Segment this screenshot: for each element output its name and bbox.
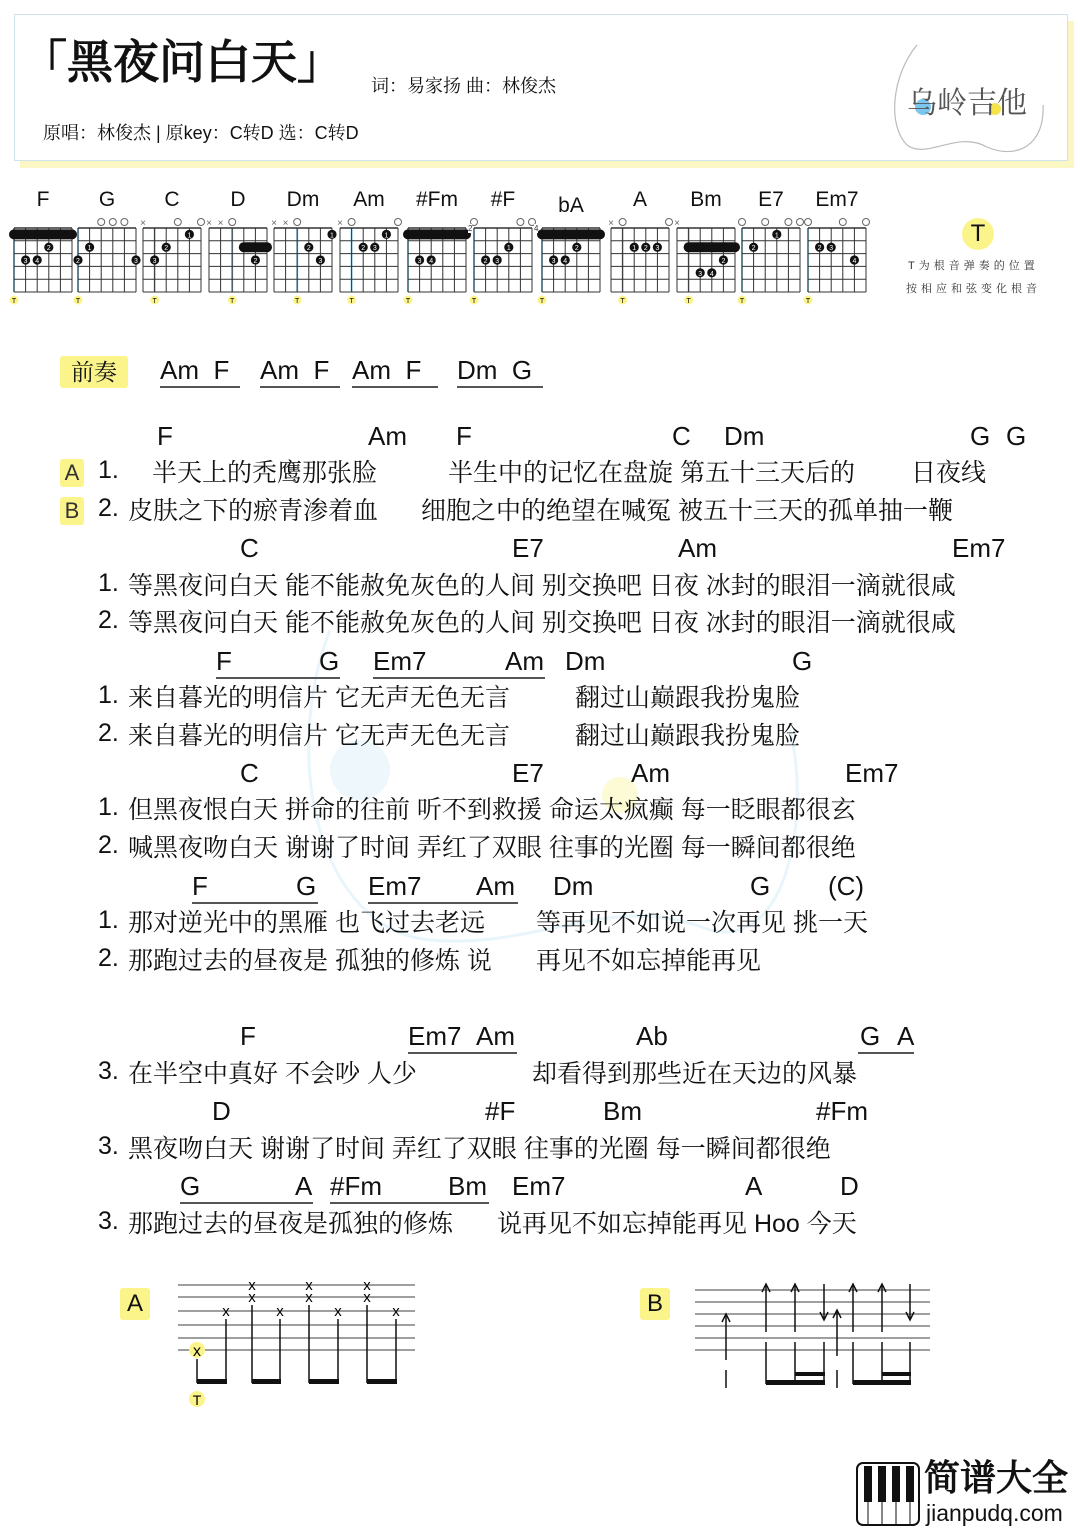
svg-text:x: x [363,1289,371,1306]
lyric-segment: 细胞之中的绝望在喊冤 被五十三天的孤单抽一鞭 [421,497,953,525]
lyric-segment: 黑夜吻白天 谢谢了时间 弄红了双眼 往事的光圈 每一瞬间都很绝 [128,1135,831,1163]
chord-name: D [840,1171,859,1201]
finger-number: 1 [506,245,511,253]
verse-number: 2. [98,606,119,634]
chord-underline [192,902,318,904]
chord-diagram-name: Em7 [815,188,859,211]
chord-name: G [1006,421,1027,451]
lyric-segment: 翻过山巅跟我扮鬼脸 [575,684,801,712]
chord-row [0,1095,1080,1127]
intro-chord-group: Am F [260,355,330,385]
open-string-icon [762,219,769,226]
finger-number: 2 [253,258,258,265]
chord-diagram-C [137,214,207,309]
lyric-segment: 等黑夜问白天 能不能赦免灰色的人间 别交换吧 日夜 冰封的眼泪一滴就很咸 [128,609,956,637]
verse-number: 1. [98,793,119,821]
intro-underline [160,386,240,388]
chord-name: (C) [828,871,865,901]
verse-number: 1. [98,681,119,709]
chord-diagram-name: E7 [758,188,784,211]
lyric-segment: 来自暮光的明信片 它无声无色无言 [128,722,510,750]
chord-underline [858,1052,914,1054]
root-marker-label: T [349,298,354,305]
verse-number: 1. [98,906,119,934]
svg-text:x: x [305,1277,313,1294]
pattern-marker-A: A [60,459,84,487]
muted-string-icon: × [608,218,614,229]
intro-chord-group: Am F [160,355,230,385]
open-string-icon [839,219,846,226]
root-marker-label: T [295,298,300,305]
chord-name: G [296,871,317,901]
chord-name: G [970,421,991,451]
base-fret-label: 4 [534,224,539,233]
lyric-segment: 那跑过去的昼夜是 孤独的修炼 说 [128,947,492,975]
finger-number: 2 [46,245,51,253]
chord-name: C [240,758,259,788]
chord-name: Ab [636,1021,668,1051]
chord-name: Em7 [373,646,427,676]
lyric-line [0,720,1080,752]
finger-number: 2 [306,245,311,253]
lyric-segment: 日夜线 [911,459,987,487]
lyric-segment: 在半空中真好 不会吵 人少 [128,1060,417,1088]
chord-underline [330,1202,489,1204]
root-marker-label: T [739,298,745,305]
barre-mark [403,229,471,239]
open-string-icon [98,219,105,226]
finger-number: 1 [384,232,389,240]
pattern-b-label: B [640,1288,670,1320]
lyric-segment: 那跑过去的昼夜是孤独的修炼 [128,1210,454,1238]
svg-text:x: x [193,1343,201,1360]
chord-name: Em7 [368,871,422,901]
chord-name: E7 [512,533,544,563]
chord-underline [408,1052,517,1054]
finger-number: 3 [372,245,377,253]
finger-number: 2 [361,245,366,253]
intro-chord-group: Am F [352,355,422,385]
chord-row [0,870,1080,902]
barre-mark [684,242,740,252]
chord-name: C [672,421,691,451]
chord-diagram-Am [334,214,404,309]
lyric-segment: 等黑夜问白天 能不能赦免灰色的人间 别交换吧 日夜 冰封的眼泪一滴就很咸 [128,572,956,600]
chord-name: #Fm [330,1171,382,1201]
chord-name: Em7 [512,1171,566,1201]
chord-name: #Fm [816,1096,868,1126]
chord-diagram-Dm [268,214,338,309]
chord-name: Bm [448,1171,487,1201]
lyric-line [0,457,1080,489]
finger-number: 2 [574,245,579,253]
open-string-icon [174,219,181,226]
finger-number: 3 [551,258,556,265]
lyric-segment: 半天上的秃鹰那张脸 [152,459,378,487]
root-marker-label: T [75,298,81,305]
chord-name: C [240,533,259,563]
chord-diagram-name: Am [353,188,385,211]
muted-string-icon: × [206,218,212,229]
verse-number: 2. [98,944,119,972]
chord-name: G [180,1171,201,1201]
intro-underline [260,386,340,388]
chord-row [0,420,1080,452]
pattern-a-root: T [192,1392,202,1408]
lyric-line [0,495,1080,527]
open-string-icon [739,219,746,226]
finger-number: 4 [563,258,568,265]
chord-name: Am [678,533,717,563]
lyric-line [0,794,1080,826]
finger-number: 2 [643,245,648,253]
chord-diagram-name: Bm [690,188,722,211]
root-marker-label: T [539,298,545,305]
barre-mark [9,229,77,239]
finger-number: 1 [774,232,779,240]
chord-diagram-Bm [671,214,741,309]
chord-underline [368,902,518,904]
root-marker-label: T [230,298,235,305]
finger-number: 3 [318,258,323,265]
open-string-icon [121,219,128,226]
chord-name: #F [485,1096,516,1126]
intro-underline [352,386,438,388]
svg-text:x: x [248,1289,256,1306]
chord-name: Am [476,1021,515,1051]
finger-number: 3 [829,245,834,253]
finger-number: 3 [152,258,157,265]
chord-name: F [240,1021,256,1051]
verse-number: 1. [98,569,119,597]
muted-string-icon: × [282,218,289,229]
chord-name: Dm [565,646,606,676]
legend-line-2: 按相应和弦变化根音 [906,283,1041,295]
chord-name: Bm [603,1096,642,1126]
finger-number: 4 [429,258,434,265]
lyric-line [0,1058,1080,1090]
muted-string-icon: × [217,218,224,229]
open-string-icon [805,219,812,226]
chord-name: G [860,1021,881,1051]
finger-number: 3 [698,270,703,278]
svg-text:x: x [392,1303,400,1320]
open-string-icon [863,219,870,226]
chord-row [0,645,1080,677]
chord-diagram-name: F [36,188,50,211]
lyric-segment: 喊黑夜吻白天 谢谢了时间 弄红了双眼 往事的光圈 每一瞬间都很绝 [128,834,856,862]
finger-number: 4 [709,270,714,278]
chord-underline [373,677,545,679]
chord-diagram-name: Dm [286,188,320,211]
verse-number: 3. [98,1207,119,1235]
piano-keys-icon [856,1462,920,1526]
muted-string-icon: × [140,218,146,229]
chord-name: F [157,421,173,451]
chord-name: Am [505,646,544,676]
open-string-icon [294,219,301,226]
chord-name: A [745,1171,763,1201]
svg-text:x: x [248,1277,256,1294]
lyric-segment: 那对逆光中的黑雁 也飞过去老远 [128,909,485,937]
intro-label: 前奏 [60,356,128,388]
chord-row [0,1020,1080,1052]
root-marker-label: T [686,298,691,305]
chord-diagram-name: #F [490,188,516,211]
chord-diagram-name: D [230,188,246,211]
lyric-segment: 来自暮光的明信片 它无声无色无言 [128,684,510,712]
finger-number: 3 [417,258,422,265]
open-string-icon [785,219,792,226]
lyric-line [0,945,1080,977]
chord-diagram-#Fm [402,214,472,309]
finger-number: 3 [495,258,500,265]
root-symbol-icon: T [962,218,994,250]
chord-diagram-name: #Fm [416,188,458,211]
open-string-icon [348,219,355,226]
chord-name: F [456,421,472,451]
chord-name: Em7 [845,758,899,788]
chord-underline [180,1202,313,1204]
muted-string-icon: × [271,218,277,229]
song-header [14,14,1068,161]
verse-number: 3. [98,1057,119,1085]
chord-diagram-A [605,214,675,309]
song-info: 原唱：林俊杰 | 原key：C转D 选：C转D [43,123,359,143]
finger-number: 2 [751,245,756,253]
verse-number: 2. [98,831,119,859]
open-string-icon [619,219,626,226]
intro-underline [457,386,543,388]
lyric-segment: 等再见不如说一次再见 挑一天 [536,909,868,937]
chord-name: Em7 [408,1021,462,1051]
chord-name: F [216,646,232,676]
chord-name: A [295,1171,313,1201]
root-marker-label: T [620,298,625,305]
chord-diagram-name: A [632,188,647,211]
intro-chord-group: Dm G [457,355,533,385]
chord-name: Am [631,758,670,788]
lyric-segment: 半生中的记忆在盘旋 第五十三天后的 [448,459,855,487]
lyric-line [0,607,1080,639]
finger-number: 2 [164,245,169,253]
finger-number: 4 [852,258,857,265]
song-credits: 词：易家扬 曲：林俊杰 [371,76,556,96]
chord-name: Am [368,421,407,451]
lyric-line [0,1208,1080,1240]
finger-number: 1 [330,232,334,240]
chord-diagram-name: G [98,188,116,211]
lyric-line [0,907,1080,939]
footer-url[interactable]: jianpudq.com [926,1500,1063,1526]
chord-diagram-G [72,214,142,309]
chord-name: Em7 [952,533,1006,563]
finger-number: 2 [721,258,726,265]
open-string-icon [229,219,236,226]
chord-diagram-D [203,214,273,309]
lyric-line [0,832,1080,864]
root-marker-label: T [471,298,477,305]
lyric-line [0,682,1080,714]
chord-row [0,1170,1080,1202]
finger-number: 1 [187,232,192,240]
verse-number: 1. [98,456,119,484]
open-string-icon [109,219,116,226]
lyric-segment: 却看得到那些近在天边的风暴 [532,1060,858,1088]
verse-number: 2. [98,719,119,747]
muted-string-icon: × [674,218,680,229]
brand-logo [887,35,1047,163]
lyric-segment: 翻过山巅跟我扮鬼脸 [575,722,801,750]
lyric-segment: 再见不如忘掉能再见 [536,947,762,975]
finger-number: 3 [134,258,138,265]
chord-diagram-E7 [736,214,806,309]
pattern-marker-B: B [60,497,84,525]
barre-mark [537,229,605,239]
muted-string-icon: × [337,218,343,229]
footer-brand: 简谱大全 [924,1457,1069,1498]
chord-name: Dm [553,871,594,901]
root-marker-label: T [11,298,17,305]
chord-name: G [750,871,771,901]
finger-number: 2 [483,258,488,265]
chord-name: F [192,871,208,901]
logo-text: 乌岭吉他 [907,87,1027,120]
legend-line-1: T为根音弹奏的位置 [908,260,1039,272]
chord-name: G [792,646,813,676]
chord-diagram-bA [536,214,606,309]
chord-diagram-name: C [164,188,180,211]
chord-diagram-F [8,214,78,309]
chord-name: Dm [724,421,765,451]
base-fret-label: 2 [468,224,473,233]
chord-row [0,757,1080,789]
finger-number: 3 [655,245,660,253]
svg-text:x: x [222,1303,230,1320]
lyric-line [0,570,1080,602]
open-string-icon [395,219,402,226]
song-title: 「黑夜问白天」 [21,36,343,88]
finger-number: 2 [76,258,80,265]
finger-number: 3 [23,258,28,265]
svg-text:x: x [334,1303,342,1320]
chord-diagram-Em7 [802,214,872,309]
strum-pattern-a [170,1275,430,1415]
chord-name: Am [476,871,515,901]
chord-diagram-name: bA [558,194,584,217]
chord-name: A [897,1021,915,1051]
lyric-segment: 但黑夜恨白天 拼命的往前 听不到救援 命运太疯癫 每一眨眼都很玄 [128,796,856,824]
finger-number: 2 [817,245,822,253]
svg-text:x: x [276,1303,284,1320]
chord-row [0,532,1080,564]
svg-text:x: x [305,1289,313,1306]
svg-text:x: x [363,1277,371,1294]
finger-number: 4 [35,258,40,265]
finger-number: 1 [632,245,637,253]
strum-pattern-b [690,1280,940,1395]
chord-name: G [319,646,340,676]
chord-diagram-#F [468,214,538,309]
chord-underline [216,677,340,679]
lyric-segment: 皮肤之下的瘀青渗着血 [128,497,379,525]
finger-number: 1 [87,245,92,253]
lyric-line [0,1133,1080,1165]
root-marker-label: T [805,298,811,305]
chord-name: E7 [512,758,544,788]
root-marker-label: T [405,298,411,305]
pattern-a-label: A [120,1288,150,1320]
open-string-icon [517,219,524,226]
verse-number: 3. [98,1132,119,1160]
root-marker-label: T [152,298,157,305]
lyric-segment: 说再见不如忘掉能再见 Hoo 今天 [497,1210,857,1238]
chord-name: D [212,1096,231,1126]
verse-number: 2. [98,494,119,522]
